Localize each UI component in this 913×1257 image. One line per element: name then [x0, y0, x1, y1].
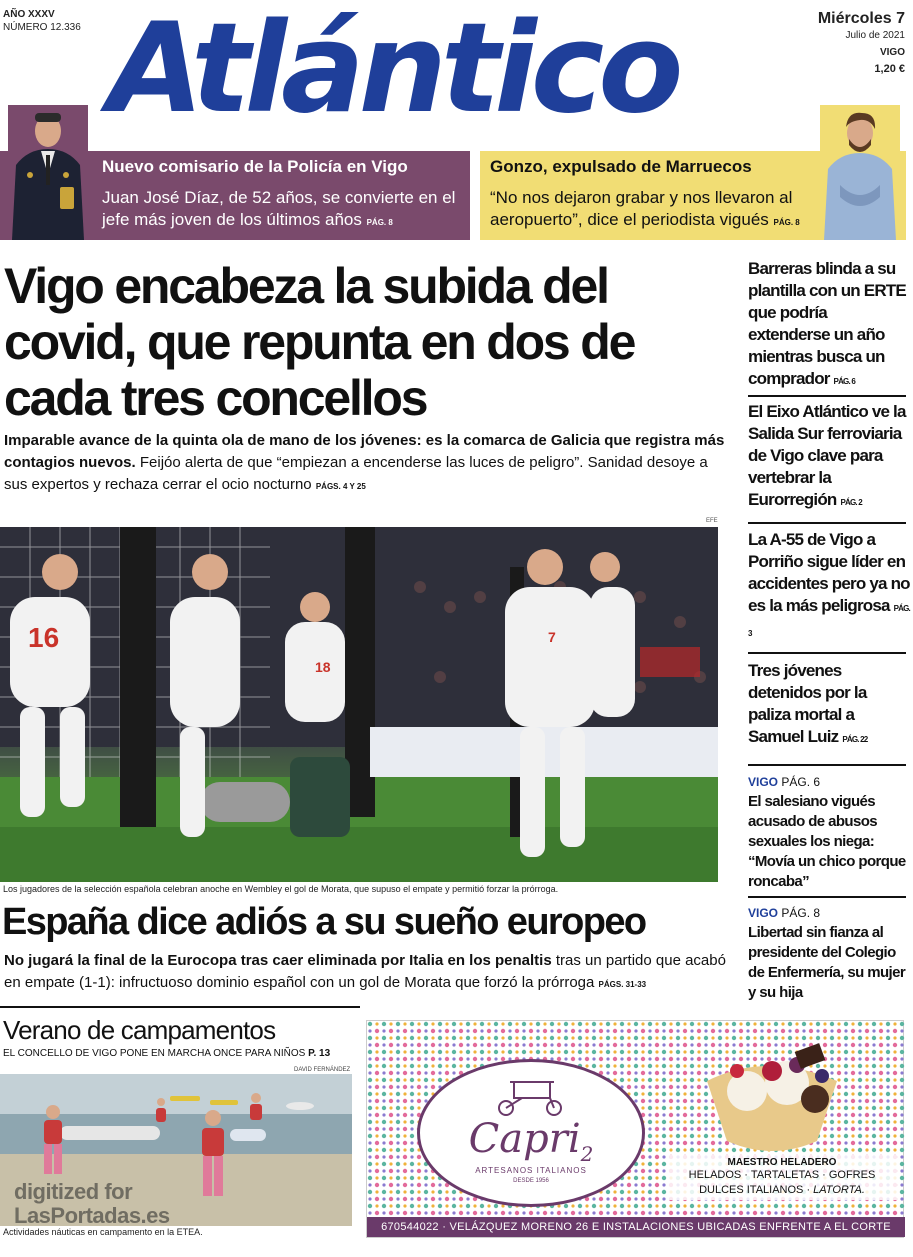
- watermark-line-1: digitized for: [14, 1179, 133, 1204]
- page-reference: PÁG. 3: [748, 604, 910, 638]
- price-label: 1,20 €: [874, 63, 905, 75]
- ad-line-3: [667, 1183, 897, 1198]
- police-chief-photo: [8, 105, 88, 240]
- teaser-police-body: [102, 187, 462, 234]
- divider: [748, 896, 906, 898]
- capri-advertisement[interactable]: [366, 1020, 904, 1253]
- summer-subtitle-text: EL CONCELLO DE VIGO PONE EN MARCHA ONCE PARA NIÑOS: [3, 1048, 306, 1059]
- photo-credit: EFE: [706, 518, 718, 524]
- teaser-gonzo-title: Gonzo, expulsado de Marruecos: [490, 157, 752, 176]
- page-reference: PÁG. 8: [366, 218, 393, 227]
- issue-month-year: Julio de 2021: [845, 30, 905, 41]
- summer-caption: Actividades náuticas en campamento en la ETEA.: [3, 1227, 203, 1237]
- photo-caption: Los jugadores de la selección española celebran anoche en Wembley el gol de Morata, que supuso el empate y permitió forzar la prórroga.: [3, 884, 559, 894]
- brief-a55[interactable]: [748, 529, 910, 645]
- brief-text: Tres jóvenes detenidos por la paliza mortal a Samuel Luiz: [748, 661, 867, 746]
- brief-text: Libertad sin fianza al presidente del Colegio de Enfermería, su mujer y su hija: [748, 924, 906, 1001]
- main-deck-text: Feijóo alerta de que “empiezan a encenderse las luces de peligro”. Sanidad desoye a sus expertos y rechaza cerrar el ocio nocturno: [4, 454, 708, 493]
- brief-salesiano[interactable]: [748, 772, 910, 892]
- page-reference: P. 13: [308, 1048, 331, 1059]
- page-reference: PÁG. 2: [840, 498, 862, 507]
- ad-line-3-italic: LATORTA.: [813, 1184, 865, 1196]
- sports-deck: [4, 950, 729, 996]
- issue-info: [3, 8, 81, 34]
- brief-eixo[interactable]: [748, 401, 910, 514]
- ad-footer: 670544022 · VELÁZQUEZ MORENO 26 E INSTALACIONES UBICADAS ENFRENTE A EL CORTE INGLÉS.: [367, 1217, 905, 1237]
- date-box: [818, 10, 905, 75]
- teaser-police-text: Juan José Díaz, de 52 años, se convierte en el jefe más joven de los últimos años: [102, 188, 456, 229]
- capri-logo: [417, 1059, 645, 1207]
- section-tag: [748, 772, 910, 792]
- section-tag-label: VIGO: [748, 906, 779, 920]
- section-tag-label: VIGO: [748, 775, 779, 789]
- main-deck: [4, 430, 734, 498]
- ad-brand: [420, 1116, 642, 1166]
- divider: [748, 395, 906, 397]
- brief-text: El Eixo Atlántico ve la Salida Sur ferroviaria de Vigo clave para vertebrar la Eurorregión: [748, 402, 906, 509]
- svg-text:7: 7: [548, 629, 556, 645]
- brief-text: El salesiano vigués acusado de abusos sexuales los niega: “Movía un chico porque roncaba”: [748, 793, 906, 890]
- page-reference: PÁGS. 4 Y 25: [315, 482, 366, 491]
- svg-text:16: 16: [28, 622, 60, 653]
- photo-credit: DAVID FERNÁNDEZ: [294, 1067, 351, 1073]
- ad-brand-number: 2: [580, 1142, 594, 1166]
- divider: [748, 522, 906, 524]
- brief-enfermeria[interactable]: [748, 903, 910, 1003]
- watermark-line-2: LasPortadas.es: [14, 1203, 170, 1228]
- brief-text: La A-55 de Vigo a Porriño sigue líder en accidentes pero ya no es la más peligrosa: [748, 530, 910, 615]
- ad-line-3-text: DULCES ITALIANOS ·: [699, 1184, 814, 1196]
- journalist-photo: [820, 105, 900, 240]
- issue-year: AÑO XXXV: [3, 9, 55, 20]
- brief-text: Barreras blinda a su plantilla con un ERTE que podría extenderse un año mientras busca un comprador: [748, 259, 906, 388]
- teaser-gonzo[interactable]: [480, 151, 906, 240]
- page-reference: PÁG. 22: [842, 735, 868, 744]
- teaser-police[interactable]: [0, 151, 470, 240]
- divider: [748, 652, 906, 654]
- ad-line-2: HELADOS · TARTALETAS · GOFRES: [688, 1169, 876, 1181]
- ad-text: [667, 1155, 897, 1200]
- edition-label: VIGO: [879, 47, 905, 58]
- ad-line-1: MAESTRO HELADERO: [727, 1157, 837, 1168]
- ad-brand-name: Capri: [468, 1116, 581, 1162]
- main-deck-lead: Imparable avance de la quinta ola de mano de los jóvenes: es la comarca de Galicia que registra más contagios nuevos.: [4, 432, 725, 471]
- summer-subtitle: [3, 1048, 330, 1059]
- watermark: [14, 1180, 170, 1228]
- bicycle-cart-icon: [492, 1078, 572, 1118]
- page-reference: PÁG. 8: [781, 906, 821, 920]
- issue-number: NÚMERO 12.336: [3, 22, 81, 33]
- ad-since: DESDE 1956: [513, 1178, 549, 1184]
- teaser-gonzo-body: [490, 187, 826, 234]
- ad-subtitle: ARTESANOS ITALIANOS: [475, 1166, 587, 1175]
- celebration-photo: [0, 527, 718, 882]
- brief-samuel[interactable]: [748, 660, 910, 751]
- teaser-police-title: Nuevo comisario de la Policía en Vigo: [102, 157, 408, 176]
- sports-deck-lead: No jugará la final de la Eurocopa tras caer eliminada por Italia en los penaltis: [4, 952, 552, 969]
- teaser-gonzo-text: “No nos dejaron grabar y nos llevaron al aeropuerto”, dice el periodista vigués: [490, 188, 793, 229]
- page-reference: PÁG. 8: [773, 218, 800, 227]
- divider: [748, 764, 906, 766]
- newspaper-logo[interactable]: Atlántico: [108, 0, 678, 141]
- sports-deck-text: tras un partido que acabó en empate (1-1): infructuoso dominio español con un gol de Morata que forzó la prórroga: [4, 952, 726, 991]
- masthead: [0, 0, 913, 148]
- svg-text:18: 18: [315, 659, 331, 675]
- brief-barreras[interactable]: [748, 258, 910, 393]
- issue-weekday: Miércoles 7: [817, 10, 905, 27]
- summer-title[interactable]: Verano de campamentos: [3, 1015, 276, 1045]
- divider: [0, 1006, 360, 1008]
- page-reference: PÁGS. 31-33: [598, 980, 647, 989]
- main-headline[interactable]: Vigo encabeza la subida del covid, que repunta en dos de cada tres concellos: [4, 258, 635, 426]
- page-reference: PÁG. 6: [781, 775, 821, 789]
- page-reference: PÁG. 6: [833, 377, 855, 386]
- section-tag: [748, 903, 910, 923]
- sports-headline[interactable]: España dice adiós a su sueño europeo: [2, 901, 646, 943]
